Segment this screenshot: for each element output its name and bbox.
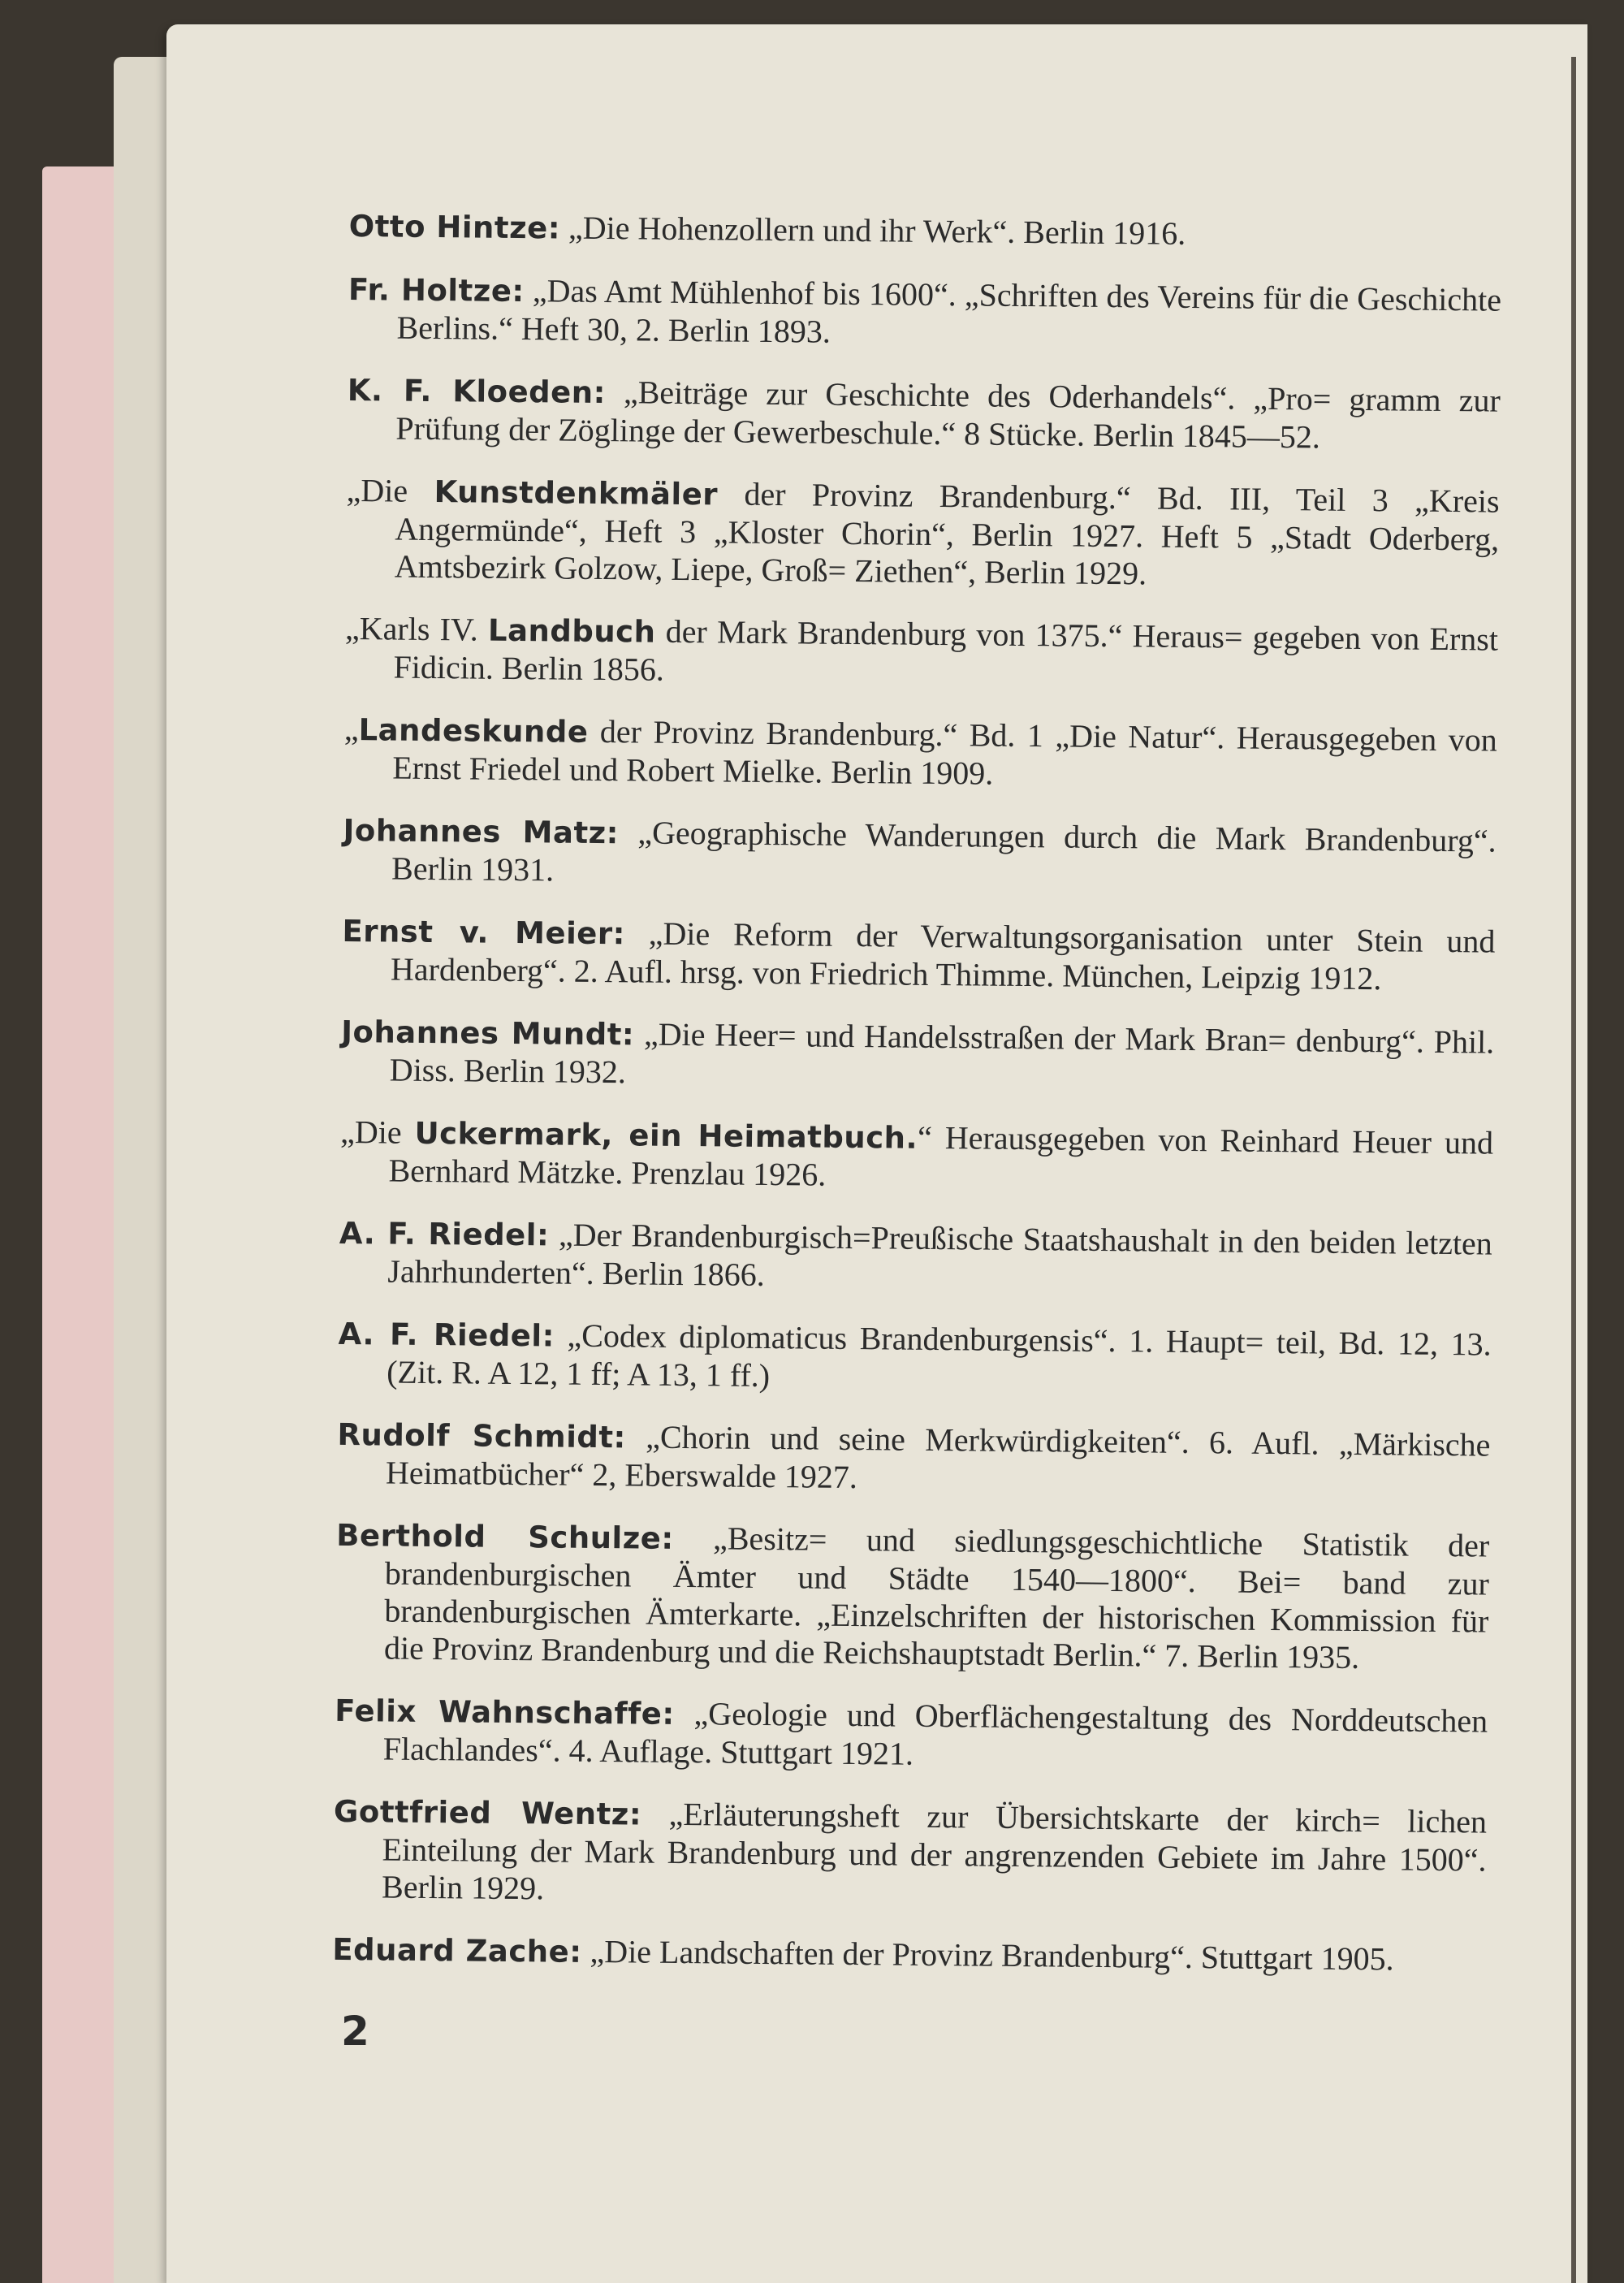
bibliography-entry — [347, 371, 1501, 458]
bibliography-entry — [346, 472, 1500, 596]
entry-author: Ernst v. Meier: — [342, 913, 626, 952]
bibliography-entry — [337, 1416, 1491, 1503]
entry-prefix: „Die — [339, 1113, 415, 1151]
bibliography-entry — [348, 270, 1501, 357]
page-gutter — [1571, 57, 1576, 2283]
entry-text: „Erläuterungsheft zur Übersichtskarte der kirch= lichen Einteilung der Mark Brandenburg und der angrenzenden Gebiete im Jahre 1500“. Berlin 1929. — [381, 1795, 1488, 1907]
entry-author: Johannes Mundt: — [341, 1014, 635, 1053]
bibliography-entry — [339, 1113, 1493, 1200]
entry-prefix: „Karls IV. — [344, 609, 489, 648]
entry-text: der Mark Brandenburg von 1375.“ Heraus= gegeben von Ernst Fidicin. Berlin 1856. — [393, 612, 1499, 688]
entry-text: „Chorin und seine Merkwürdigkeiten“. 6. Aufl. „Märkische Heimatbücher“ 2, Eberswalde 1927. — [385, 1418, 1491, 1496]
bibliography-entry — [338, 1315, 1492, 1402]
entry-author: A. F. Riedel: — [338, 1316, 555, 1354]
entry-author: Rudolf Schmidt: — [337, 1416, 627, 1455]
entry-text: „Besitz= und siedlungsgeschichtliche Statistik der brandenburgischen Ämter und Städte 1540—1800“. Bei= band zur brandenburgischen Ämterkarte. „Einzelschriften der historischen Kommission für die Provinz Brandenburg und die Reichshauptstadt Berlin.“ 7. Berlin 1935. — [383, 1519, 1490, 1676]
bibliography-entry — [341, 1013, 1495, 1100]
bibliography-entry — [335, 1692, 1488, 1779]
bibliography-list — [332, 207, 1502, 2005]
entry-author: Landbuch — [487, 612, 656, 650]
entry-text: „Codex diplomaticus Brandenburgensis“. 1. Haupt= teil, Bd. 12, 13. (Zit. R. A 12, 1 ff; A 13, 1 ff.) — [387, 1317, 1492, 1394]
entry-text: „Die Reform der Verwaltungsorganisation unter Stein und Hardenberg“. 2. Aufl. hrsg. von Friedrich Thimme. München, Leipzig 1912. — [390, 914, 1496, 997]
entry-text: „Die Hohenzollern und ihr Werk“. Berlin 1916. — [559, 209, 1186, 252]
bibliography-entry — [343, 811, 1497, 898]
entry-author: Otto Hintze: — [348, 208, 561, 246]
entry-text: „Beiträge zur Geschichte des Oderhandels“. „Pro= gramm zur Prüfung der Zöglinge der Gewerbeschule.“ 8 Stücke. Berlin 1845—52. — [395, 374, 1501, 456]
entry-author: K. F. Kloeden: — [347, 372, 607, 411]
bibliography-entry — [342, 912, 1496, 999]
entry-text: „Die Heer= und Handelsstraßen der Mark Bran= denburg“. Phil. Diss. Berlin 1932. — [389, 1015, 1495, 1091]
entry-author: Kunstdenkmäler — [434, 474, 719, 512]
entry-author: Gottfried Wentz: — [333, 1793, 642, 1832]
entry-text: „Die Landschaften der Provinz Brandenburg“. Stuttgart 1905. — [581, 1932, 1394, 1978]
entry-author: Felix Wahnschaffe: — [335, 1693, 675, 1732]
bibliography-entry — [335, 1516, 1490, 1678]
entry-text: „Geologie und Oberflächengestaltung des Norddeutschen Flachlandes“. 4. Auflage. Stuttgart 1921. — [382, 1694, 1488, 1772]
entry-author: Landeskunde — [358, 712, 589, 750]
bibliography-entry — [332, 1931, 1485, 1980]
entry-text: „Der Brandenburgisch=Preußische Staatshaushalt in den beiden letzten Jahrhunderten“. Berlin 1866. — [387, 1216, 1493, 1293]
entry-author: Eduard Zache: — [332, 1931, 582, 1970]
bibliography-entry — [333, 1792, 1487, 1917]
entry-author: Johannes Matz: — [343, 812, 620, 851]
entry-prefix: „ — [343, 710, 359, 748]
entry-prefix: „Die — [346, 471, 434, 510]
entry-text: „Geographische Wanderungen durch die Mark Brandenburg“. Berlin 1931. — [391, 814, 1497, 889]
entry-author: A. F. Riedel: — [339, 1215, 550, 1253]
page-number: 2 — [341, 2008, 369, 2055]
bibliography-entry — [339, 1214, 1492, 1301]
entry-author: Fr. Holtze: — [348, 271, 525, 309]
entry-text: der Provinz Brandenburg.“ Bd. III, Teil 3 „Kreis Angermünde“, Heft 3 „Kloster Chorin“, Berlin 1927. Heft 5 „Stadt Oderberg, Amtsbezirk Golzow, Liepe, Groß= Ziethen“, Berlin 1929. — [394, 475, 1500, 592]
entry-author: Berthold Schulze: — [336, 1517, 674, 1556]
entry-text: „Das Amt Mühlenhof bis 1600“. „Schriften des Vereins für die Geschichte Berlins.“ Heft 30, 2. Berlin 1893. — [396, 272, 1502, 350]
entry-text: der Provinz Brandenburg.“ Bd. 1 „Die Natur“. Herausgegeben von Ernst Friedel und Robert Mielke. Berlin 1909. — [392, 712, 1497, 792]
bibliography-entry — [344, 610, 1498, 697]
entry-author: Uckermark, ein Heimatbuch. — [414, 1115, 918, 1156]
bibliography-entry — [343, 711, 1497, 798]
entry-text: “ Herausgegeben von Reinhard Heuer und Bernhard Mätzke. Prenzlau 1926. — [388, 1118, 1494, 1193]
